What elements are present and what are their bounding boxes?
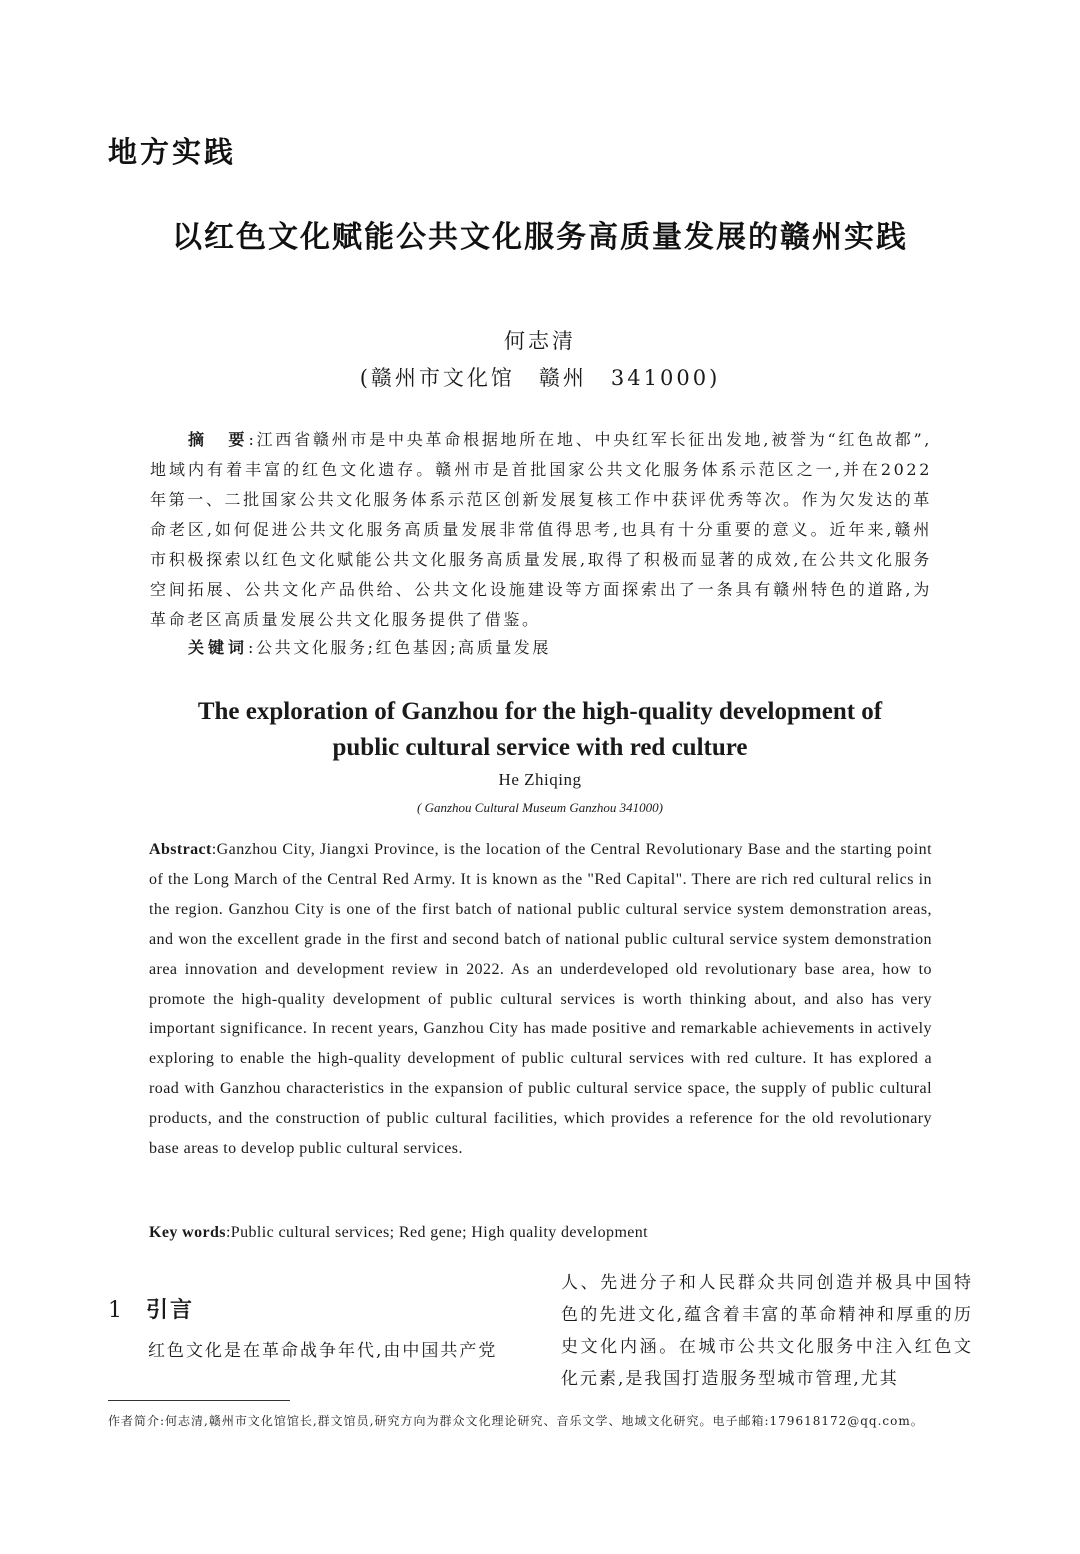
english-title-line2: public cultural service with red culture xyxy=(332,734,748,761)
chinese-keywords-text: 公共文化服务;红色基因;高质量发展 xyxy=(256,638,551,657)
english-keywords-label: Key words xyxy=(149,1224,226,1241)
chinese-abstract-label: 摘 要 xyxy=(188,430,249,449)
english-keywords: Key words:Public cultural services; Red gene; High quality development xyxy=(149,1224,649,1241)
chinese-keywords-label: 关键词 xyxy=(188,638,249,657)
section-title: 引言 xyxy=(146,1298,195,1323)
english-author: He Zhiqing xyxy=(498,770,582,789)
chinese-affiliation: (赣州市文化馆 赣州 341000) xyxy=(359,366,721,390)
english-keywords-text: Public cultural services; Red gene; High quality development xyxy=(230,1224,649,1241)
chinese-abstract: 摘 要:江西省赣州市是中央革命根据地所在地、中央红军长征出发地,被誉为“红色故都”,地域内有着丰富的红色文化遗存。赣州市是首批国家公共文化服务体系示范区之一,并在2022年第一、二批国家公共文化服务体系示范区创新发展复核工作中获评优秀等次。作为欠发达的革命老区,如何促进公共文化服务高质量发展非常值得思考,也具有十分重要的意义。近年来,赣州市积极探索以红色文化赋能公共文化服务高质量发展,取得了积极而显著的成效,在公共文化服务空间拓展、公共文化产品供给、公共文化设施建设等方面探索出了一条具有赣州特色的道路,为革命老区高质量发展公共文化服务提供了借鉴。 xyxy=(150,430,932,629)
section-number: 1 xyxy=(108,1298,124,1323)
chinese-abstract-text: 江西省赣州市是中央革命根据地所在地、中央红军长征出发地,被誉为“红色故都”,地域内有着丰富的红色文化遗存。赣州市是首批国家公共文化服务体系示范区之一,并在2022年第一、二批国家公共文化服务体系示范区创新发展复核工作中获评优秀等次。作为欠发达的革命老区,如何促进公共文化服务高质量发展非常值得思考,也具有十分重要的意义。近年来,赣州市积极探索以红色文化赋能公共文化服务高质量发展,取得了积极而显著的成效,在公共文化服务空间拓展、公共文化产品供给、公共文化设施建设等方面探索出了一条具有赣州特色的道路,为革命老区高质量发展公共文化服务提供了借鉴。 xyxy=(150,430,932,629)
author-footnote: 作者简介:何志清,赣州市文化馆馆长,群文馆员,研究方向为群众文化理论研究、音乐文学、地域文化研究。电子邮箱:179618172@qq.com。 xyxy=(108,1414,924,1428)
footnote-divider xyxy=(108,1400,290,1401)
english-title xyxy=(0,694,1080,766)
chinese-keywords: 关键词:公共文化服务;红色基因;高质量发展 xyxy=(188,638,551,657)
section-heading xyxy=(108,1293,194,1324)
english-abstract-text: Ganzhou City, Jiangxi Province, is the location of the Central Revolutionary Base and the starting point of the Long March of the Central Red Army. It is known as the "Red Capital". There are rich red cultural relics in the region. Ganzhou City is one of the first batch of national public cultural service system demonstration areas, and won the excellent grade in the first and second batch of national public cultural service system demonstration area innovation and development review in 2022. As an underdeveloped old revolutionary base area, how to promote the high-quality development of public cultural services is worth thinking about, and also has very important significance. In recent years, Ganzhou City has made positive and remarkable achievements in actively exploring to enable the high-quality development of public cultural services with red culture. It has explored a road with Ganzhou characteristics in the expansion of public cultural service space, the supply of public cultural products, and the construction of public cultural facilities, which provides a reference for the old revolutionary base areas to develop public cultural services. xyxy=(149,841,932,1158)
chinese-author: 何志清 xyxy=(504,329,576,353)
section-tag: 地方实践 xyxy=(108,135,237,169)
english-abstract-label: Abstract xyxy=(149,841,212,858)
english-title-line1: The exploration of Ganzhou for the high-quality development of xyxy=(197,698,883,725)
body-column-right: 人、先进分子和人民群众共同创造并极具中国特色的先进文化,蕴含着丰富的革命精神和厚重的历史文化内涵。在城市公共文化服务中注入红色文化元素,是我国打造服务型城市管理,尤其 xyxy=(561,1273,973,1389)
body-column-left: 红色文化是在革命战争年代,由中国共产党 xyxy=(148,1341,498,1361)
chinese-title: 以红色文化赋能公共文化服务高质量发展的赣州实践 xyxy=(172,220,908,255)
english-affiliation: ( Ganzhou Cultural Museum Ganzhou 341000) xyxy=(417,800,663,815)
english-abstract: Abstract:Ganzhou City, Jiangxi Province, is the location of the Central Revolutionary Base and the starting point of the Long March of the Central Red Army. It is known as the "Red Capital". There are rich red cultural relics in the region. Ganzhou City is one of the first batch of national public cultural service system demonstration areas, and won the excellent grade in the first and second batch of national public cultural service system demonstration area innovation and development review in 2022. As an underdeveloped old revolutionary base area, how to promote the high-quality development of public cultural services is worth thinking about, and also has very important significance. In recent years, Ganzhou City has made positive and remarkable achievements in actively exploring to enable the high-quality development of public cultural services with red culture. It has explored a road with Ganzhou characteristics in the expansion of public cultural service space, the supply of public cultural products, and the construction of public cultural facilities, which provides a reference for the old revolutionary base areas to develop public cultural services. xyxy=(149,841,932,1158)
